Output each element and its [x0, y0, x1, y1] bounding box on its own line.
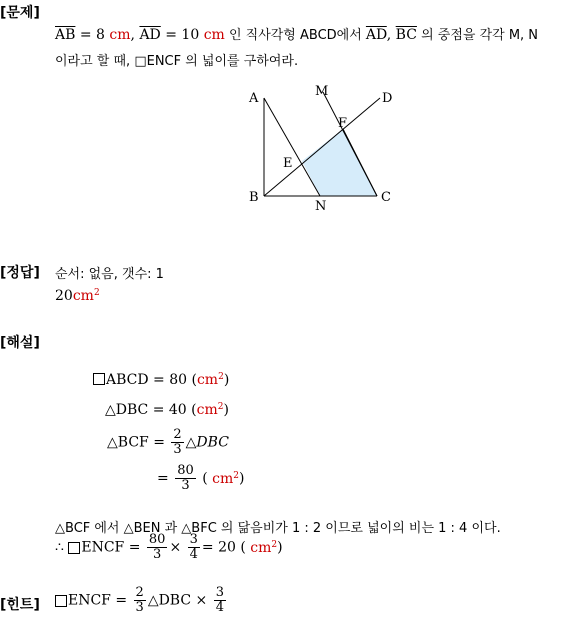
- geometry-figure: [240, 82, 410, 212]
- problem-line-2: 이라고 할 때, □ENCF 의 넓이를 구하여라.: [55, 54, 299, 69]
- segment-ab: $\overline{AB}$: [55, 27, 76, 43]
- final-mid: ENCF =: [81, 539, 141, 556]
- hint-tag: [힌트]: [0, 597, 40, 613]
- label-d: D: [382, 91, 393, 106]
- answer-unit: $cm^2$: [72, 288, 100, 304]
- label-m: M: [315, 84, 329, 99]
- fraction-80-3-b: $\frac{80}{3}$: [148, 532, 166, 562]
- hint-mid: △DBC ×: [147, 592, 208, 609]
- unit-cm: cm: [109, 27, 131, 43]
- unit-cm2: $cm^2$: [196, 372, 224, 388]
- solution-ratio-text: △BCF 에서 △BEN 과 △BFC 의 닮음비가 1 : 2 이므로 넓이의 비는 1 : 4 이다.: [55, 521, 501, 536]
- therefore: ∴: [55, 539, 69, 556]
- label-a: A: [249, 91, 259, 106]
- solution-final: [55, 533, 283, 562]
- unit-cm2-2: $cm^2$: [196, 402, 224, 418]
- final-rhs: = 20 (: [201, 539, 246, 556]
- fraction-80-3: $\frac{80}{3}$: [177, 463, 194, 493]
- paren-close-2: ): [223, 402, 229, 418]
- answer-value: [55, 288, 100, 304]
- final-unit: $cm^2$): [250, 539, 283, 556]
- label-e: E: [283, 156, 293, 171]
- times: ×: [169, 539, 182, 556]
- fraction-2-3: $\frac{2}{3}$: [173, 427, 182, 457]
- segment-ad-2: $\overline{AD}$: [365, 27, 387, 43]
- answer-tag: [정답]: [0, 265, 40, 281]
- answer-number: 20: [55, 288, 73, 304]
- eq1: = 8: [75, 27, 110, 43]
- sol-l4-unit: ( $cm^2$): [202, 470, 245, 487]
- solution-line-bcf: [107, 428, 229, 457]
- solution-tag: [해설]: [0, 335, 40, 351]
- comma: ,: [130, 27, 140, 43]
- shaded-quadrilateral-encf: [302, 129, 377, 196]
- problem-text-2: 의 중점을 각각 M, N: [416, 28, 539, 43]
- solution-line-abcd: [93, 372, 229, 388]
- paren-close: ): [223, 372, 230, 388]
- hint-formula: [55, 586, 228, 615]
- sol-l3-lhs: △BCF =: [107, 434, 165, 451]
- label-f: F: [338, 116, 348, 131]
- fraction-3-4: $\frac{3}{4}$: [189, 532, 198, 562]
- answer-meta: 순서: 없음, 갯수: 1: [55, 267, 164, 282]
- label-n: N: [315, 199, 327, 212]
- hint-lhs: ENCF =: [68, 592, 128, 609]
- segment-bc: $\overline{BC}$: [395, 27, 417, 43]
- label-c: C: [381, 190, 391, 205]
- problem-line-1: [55, 24, 538, 43]
- eq2: = 10: [160, 27, 204, 43]
- problem-tag: [문제]: [0, 5, 40, 21]
- sol-l3-rhs: △DBC: [185, 434, 229, 451]
- segment-ad: $\overline{AD}$: [139, 27, 161, 43]
- problem-text-1: 인 직사각형 ABCD에서: [224, 28, 366, 43]
- sol-l1: ABCD = 80 (: [106, 372, 197, 388]
- solution-line-80-3: [157, 464, 244, 493]
- square-icon: [93, 373, 105, 385]
- hint-fraction-2-3: $\frac{2}{3}$: [135, 585, 144, 615]
- segment-ac: [264, 98, 320, 196]
- square-icon-2: [68, 542, 80, 554]
- hint-fraction-3-4: $\frac{3}{4}$: [215, 585, 224, 615]
- sol-l4-eq: =: [157, 470, 169, 487]
- sol-l2: △DBC = 40 (: [105, 402, 197, 418]
- comma-2: ,: [386, 27, 396, 43]
- unit-cm-2: cm: [203, 27, 225, 43]
- solution-line-dbc: [105, 402, 229, 418]
- label-b: B: [249, 190, 259, 205]
- square-icon-3: [55, 595, 67, 607]
